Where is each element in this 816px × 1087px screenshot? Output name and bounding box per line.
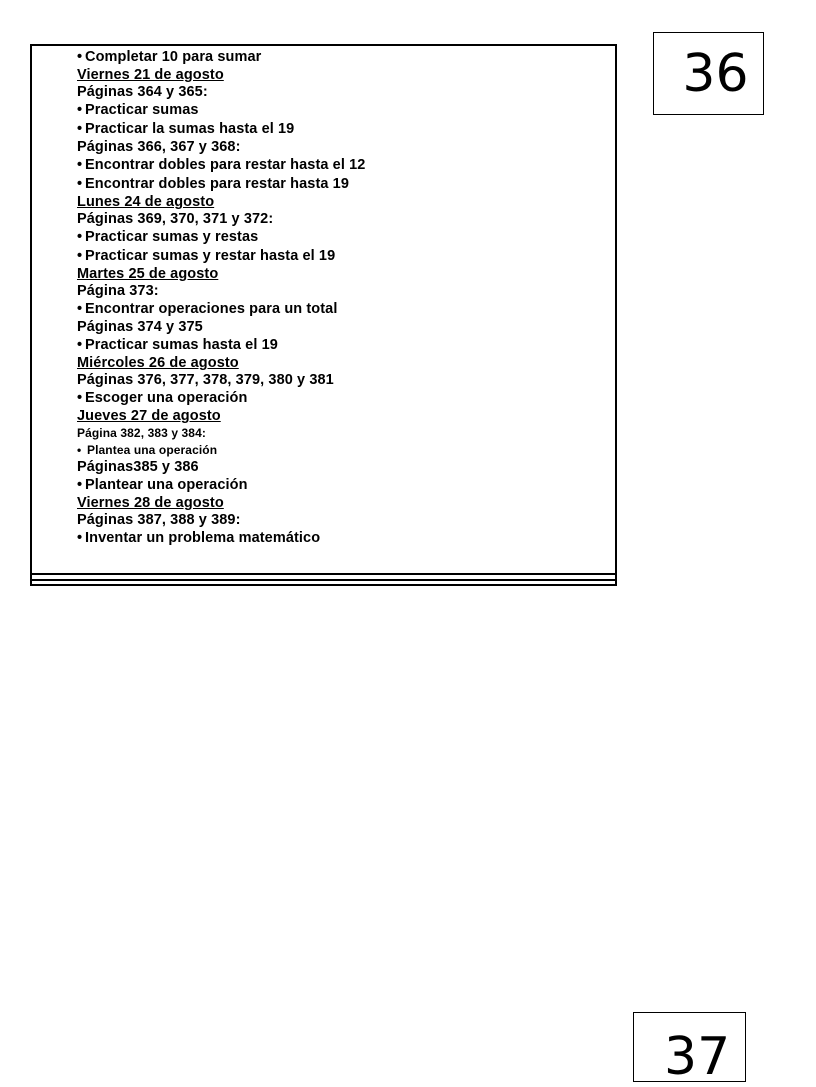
schedule-date	[77, 266, 607, 283]
schedule-line-text: Escoger una operación	[85, 390, 248, 406]
schedule-line-text: Miércoles 26 de agosto	[77, 355, 239, 371]
bullet-icon: •	[77, 157, 83, 173]
next-page-number: 37	[664, 1027, 731, 1087]
bullet-icon: •	[77, 229, 83, 245]
schedule-date	[77, 408, 607, 425]
schedule-pages	[77, 512, 607, 529]
schedule-line-text: Plantear una operación	[85, 477, 248, 493]
schedule-activity	[77, 120, 607, 139]
bullet-icon: •	[77, 530, 83, 546]
schedule-line-text: Practicar sumas y restas	[85, 229, 259, 245]
schedule-line-text: Martes 25 de agosto	[77, 266, 219, 282]
bullet-icon: •	[77, 176, 83, 192]
schedule-date	[77, 194, 607, 211]
bottom-divider-top	[32, 573, 615, 575]
bullet-icon: •	[77, 102, 83, 118]
schedule-line-text: Páginas385 y 386	[77, 459, 199, 475]
schedule-line-text: Encontrar dobles para restar hasta el 12	[85, 157, 366, 173]
schedule-activity	[77, 529, 607, 548]
schedule-line-text: Practicar sumas	[85, 102, 199, 118]
schedule-activity	[77, 300, 607, 319]
schedule-pages	[77, 283, 607, 300]
schedule-line-text: Inventar un problema matemático	[85, 530, 321, 546]
schedule-pages	[77, 425, 607, 442]
bullet-icon: •	[77, 443, 82, 457]
schedule-line-text: Páginas 374 y 375	[77, 319, 203, 335]
schedule-date	[77, 67, 607, 84]
schedule-activity	[77, 247, 607, 266]
schedule-line-text: Lunes 24 de agosto	[77, 194, 215, 210]
schedule-line-text: Páginas 376, 377, 378, 379, 380 y 381	[77, 372, 334, 388]
schedule-activity	[77, 336, 607, 355]
bullet-icon: •	[77, 477, 83, 493]
bullet-icon: •	[77, 337, 83, 353]
schedule-line-text: Practicar sumas hasta el 19	[85, 337, 278, 353]
schedule-line-text: Plantea una operación	[87, 443, 218, 457]
bullet-icon: •	[77, 301, 83, 317]
schedule-activity	[77, 48, 607, 67]
schedule-line-text: Completar 10 para sumar	[85, 49, 262, 65]
schedule-date	[77, 355, 607, 372]
schedule-pages	[77, 84, 607, 101]
bullet-icon: •	[77, 121, 83, 137]
schedule-activity	[77, 442, 607, 459]
schedule-box	[30, 44, 617, 586]
schedule-line-text: Páginas 387, 388 y 389:	[77, 512, 241, 528]
schedule-line-text: Viernes 28 de agosto	[77, 495, 224, 511]
schedule-date	[77, 495, 607, 512]
schedule-line-text: Jueves 27 de agosto	[77, 408, 221, 424]
schedule-pages	[77, 211, 607, 228]
schedule-line-text: Páginas 366, 367 y 368:	[77, 139, 241, 155]
bottom-divider-bottom	[32, 579, 615, 581]
schedule-pages	[77, 139, 607, 156]
schedule-line-text: Practicar sumas y restar hasta el 19	[85, 248, 336, 264]
schedule-line-text: Página 382, 383 y 384:	[77, 426, 206, 440]
schedule-activity	[77, 228, 607, 247]
schedule-pages	[77, 459, 607, 476]
schedule-line-text: Página 373:	[77, 283, 159, 299]
schedule-pages	[77, 372, 607, 389]
page-number: 36	[682, 44, 749, 104]
bullet-icon: •	[77, 248, 83, 264]
bullet-icon: •	[77, 390, 83, 406]
schedule-line-text: Páginas 364 y 365:	[77, 84, 208, 100]
schedule-line-text: Páginas 369, 370, 371 y 372:	[77, 211, 274, 227]
schedule-list	[77, 48, 607, 548]
schedule-line-text: Viernes 21 de agosto	[77, 67, 224, 83]
schedule-line-text: Practicar la sumas hasta el 19	[85, 121, 295, 137]
schedule-pages	[77, 319, 607, 336]
schedule-activity	[77, 175, 607, 194]
bullet-icon: •	[77, 49, 83, 65]
schedule-line-text: Encontrar operaciones para un total	[85, 301, 338, 317]
schedule-activity	[77, 476, 607, 495]
schedule-activity	[77, 156, 607, 175]
page-number-box	[653, 32, 764, 115]
next-page-number-box	[633, 1012, 746, 1087]
schedule-activity	[77, 101, 607, 120]
schedule-activity	[77, 389, 607, 408]
schedule-line-text: Encontrar dobles para restar hasta 19	[85, 176, 349, 192]
